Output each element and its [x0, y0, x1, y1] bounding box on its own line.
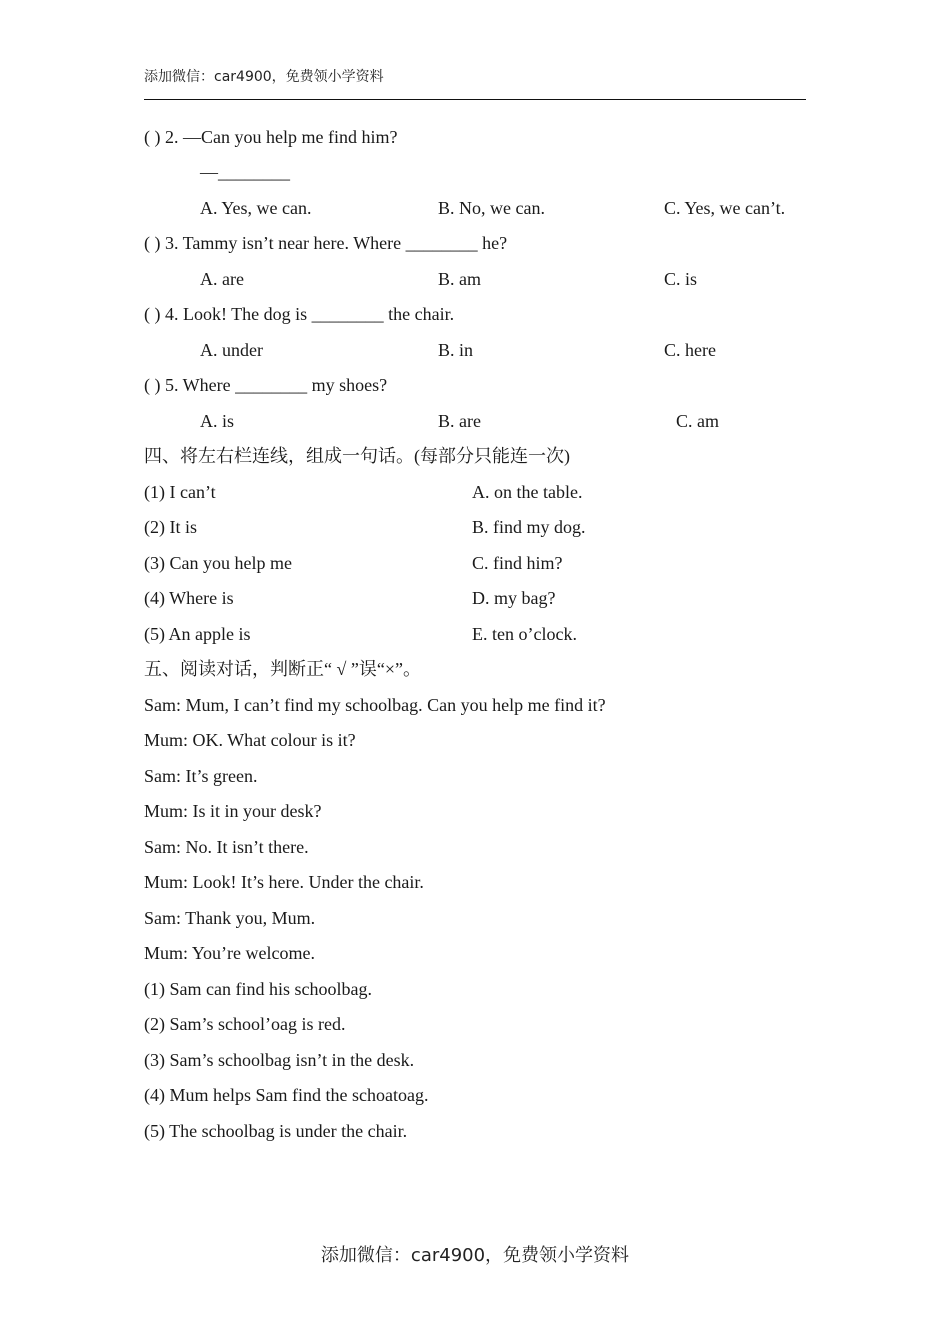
question-2-stem: ( ) 2. —Can you help me find him?: [144, 127, 398, 147]
question-4-option-b: B. in: [438, 340, 474, 360]
question-5-stem: ( ) 5. Where ________ my shoes?: [144, 375, 388, 395]
dialogue-line: Sam: It’s green.: [144, 766, 258, 786]
dialogue-line: Mum: OK. What colour is it?: [144, 730, 356, 750]
dialogue-line: Sam: Thank you, Mum.: [144, 908, 316, 928]
footer-watermark: 添加微信：car4900，免费领小学资料: [320, 1245, 630, 1266]
dialogue-line: Mum: You’re welcome.: [144, 943, 315, 963]
header-watermark: 添加微信：car4900，免费领小学资料: [144, 69, 384, 85]
question-3-option-a: A. are: [200, 269, 244, 289]
dialogue-line: Mum: Look! It’s here. Under the chair.: [144, 872, 424, 892]
statement-item: (2) Sam’s school’oag is red.: [144, 1014, 346, 1034]
match-right-item: B. find my dog.: [472, 517, 586, 537]
question-3-stem: ( ) 3. Tammy isn’t near here. Where ________ he?: [144, 233, 508, 253]
match-left-item: (1) I can’t: [144, 482, 216, 502]
match-right-item: A. on the table.: [472, 482, 583, 502]
question-2-option-a: A. Yes, we can.: [200, 198, 312, 218]
question-2-option-b: B. No, we can.: [438, 198, 545, 218]
question-2-answer-line: —________: [200, 162, 290, 182]
match-right-item: C. find him?: [472, 553, 563, 573]
match-left-item: (5) An apple is: [144, 624, 251, 644]
section-5-title: 五、阅读对话，判断正“ √ ”误“×”。: [144, 659, 421, 679]
question-4-option-c: C. here: [664, 340, 716, 360]
dialogue-line: Mum: Is it in your desk?: [144, 801, 322, 821]
question-4-option-a: A. under: [200, 340, 263, 360]
question-4-stem: ( ) 4. Look! The dog is ________ the chair.: [144, 304, 455, 324]
statement-item: (4) Mum helps Sam find the schoatoag.: [144, 1085, 429, 1105]
match-left-item: (3) Can you help me: [144, 553, 292, 573]
match-right-item: D. my bag?: [472, 588, 556, 608]
question-2-option-c: C. Yes, we can’t.: [664, 198, 786, 218]
statement-item: (3) Sam’s schoolbag isn’t in the desk.: [144, 1050, 415, 1070]
section-4-title: 四、将左右栏连线，组成一句话。(每部分只能连一次): [144, 446, 570, 466]
question-5-option-b: B. are: [438, 411, 481, 431]
statement-item: (5) The schoolbag is under the chair.: [144, 1121, 408, 1141]
match-left-item: (2) It is: [144, 517, 197, 537]
match-right-item: E. ten o’clock.: [472, 624, 577, 644]
statement-item: (1) Sam can find his schoolbag.: [144, 979, 372, 999]
dialogue-line: Sam: Mum, I can’t find my schoolbag. Can you help me find it?: [144, 695, 606, 715]
dialogue-line: Sam: No. It isn’t there.: [144, 837, 309, 857]
question-5-option-c: C. am: [676, 411, 719, 431]
match-left-item: (4) Where is: [144, 588, 234, 608]
question-3-option-c: C. is: [664, 269, 698, 289]
question-3-option-b: B. am: [438, 269, 481, 289]
question-5-option-a: A. is: [200, 411, 235, 431]
header-rule: [144, 99, 806, 100]
